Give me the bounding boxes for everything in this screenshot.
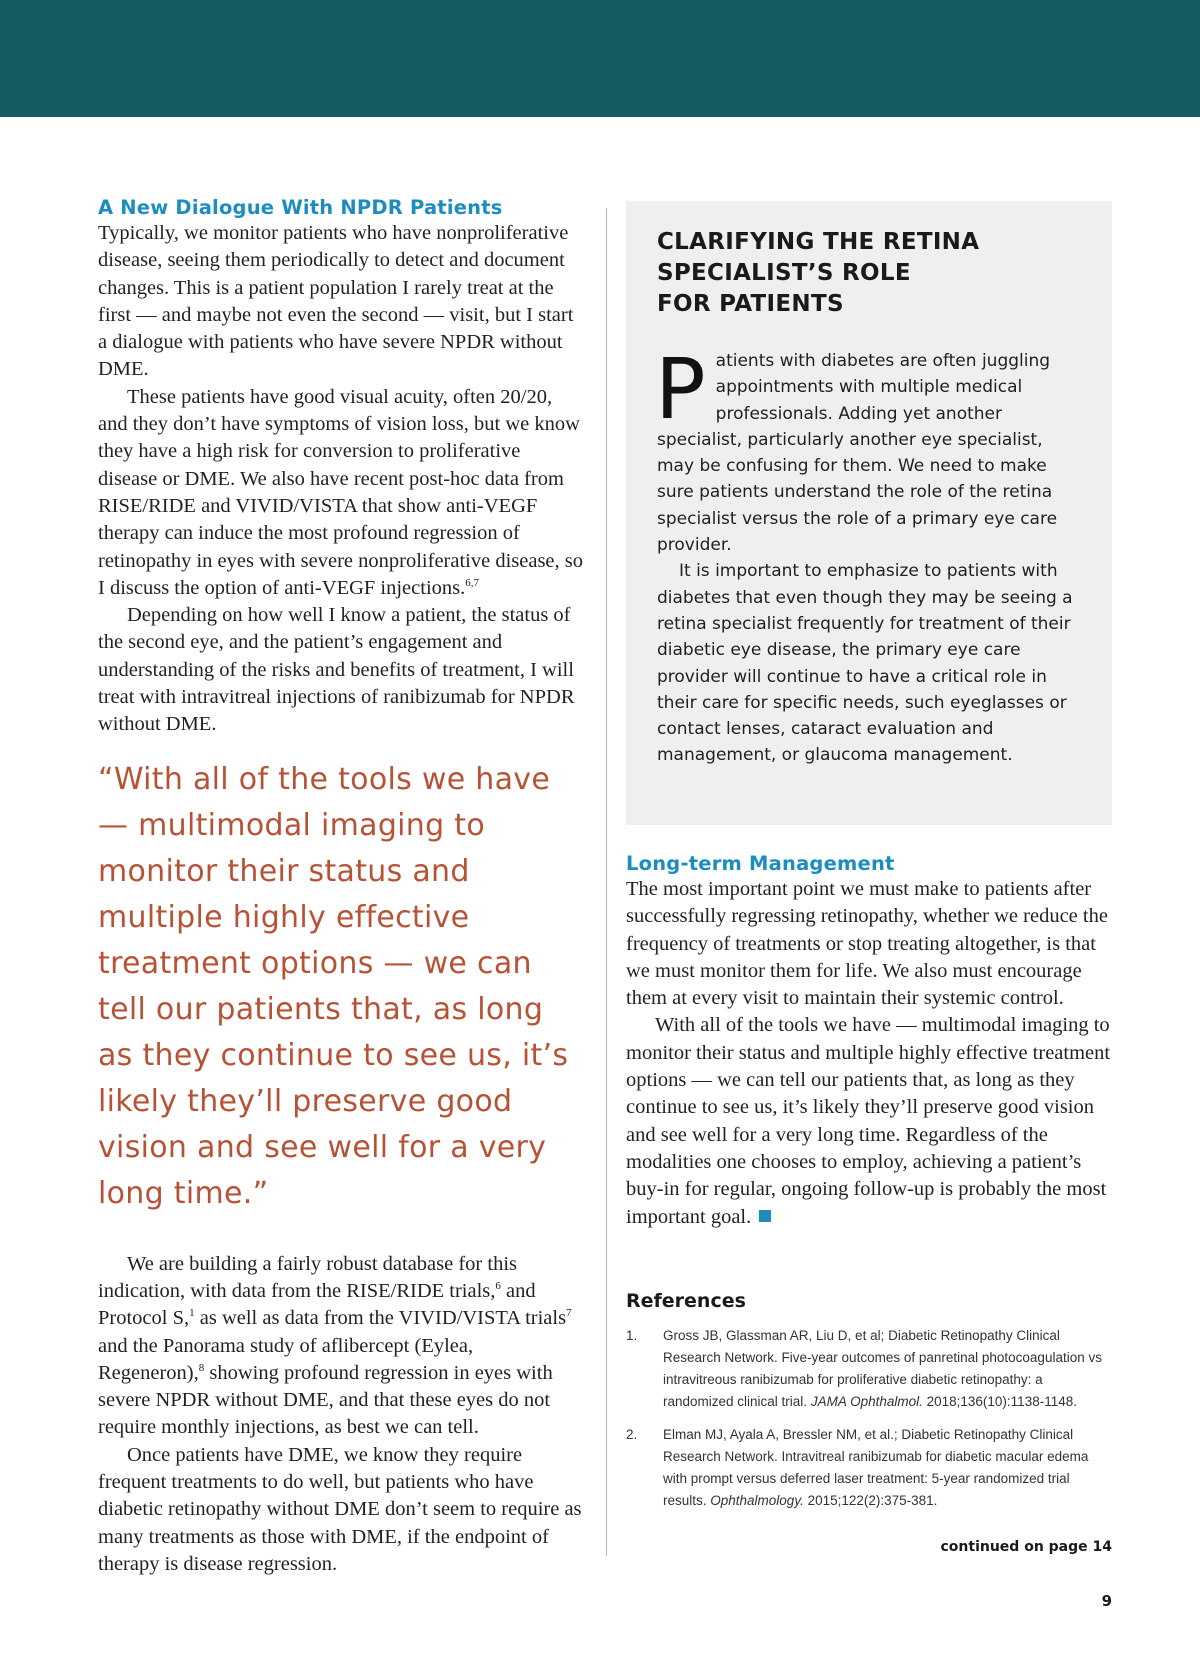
paragraph: Depending on how well I know a patient, the status of the second eye, and the patient’s engagement and understanding of the risks and benefits of treatment, I will treat with intravitreal injections of ranibizumab for NPDR without DME.: [98, 604, 575, 736]
sidebar-title-line: FOR PATIENTS: [657, 291, 844, 317]
text-span: 2018;136(10):1138-1148.: [922, 1394, 1077, 1409]
text-span: as well as data from the VIVID/VISTA trials: [194, 1307, 567, 1330]
reference-item: [626, 1424, 1112, 1512]
paragraph: [626, 1012, 1112, 1230]
paragraph-text: With all of the tools we have — multimodal imaging to monitor their status and multiple highly effective treatment options — we can tell our patients that, as long as they continue to see us, it’s likely they’ll preserve good vision and see well for a very long time. Regardless of the modalities one chooses to employ, achieving a patient’s buy-in for regular, ongoing follow-up is probably the most important goal.: [626, 1014, 1111, 1228]
paragraph: [98, 384, 584, 602]
citation: 8: [198, 1362, 205, 1374]
end-mark-icon: [759, 1210, 771, 1222]
long-term-body: [626, 876, 1112, 1231]
journal-name: Ophthalmology.: [710, 1493, 804, 1508]
paragraph: [98, 1251, 584, 1442]
page-number: 9: [1101, 1592, 1112, 1610]
sidebar-title: [657, 227, 1084, 320]
paragraph-text: These patients have good visual acuity, often 20/20, and they don’t have symptoms of vision loss, but we know they have a high risk for conversion to proliferative disease or DME. We also have recent post-hoc data from RISE/RIDE and VIVID/VISTA that show anti-VEGF therapy can induce the most profound regression of retinopathy in eyes with severe nonproliferative disease, so I discuss the option of anti-VEGF injections.: [98, 385, 584, 599]
journal-name: JAMA Ophthalmol.: [810, 1394, 923, 1409]
sidebar-title-line: SPECIALIST’S ROLE: [657, 260, 911, 286]
sidebar-title-line: CLARIFYING THE RETINA: [657, 229, 980, 255]
pull-quote: “With all of the tools we have — multimodal imaging to monitor their status and multiple highly effective treatment options — we can tell our patients that, as long as they continue to see us, it’s likely they’ll preserve good vision and see well for a very long time.”: [98, 761, 569, 1211]
citation: 1: [189, 1307, 195, 1320]
paragraph: [655, 340, 1084, 558]
sidebar-box: [626, 201, 1112, 825]
text-span: 2015;122(2):375-381.: [803, 1493, 938, 1508]
drop-cap: P: [655, 340, 706, 438]
text-span: and Protocol S,: [98, 1279, 536, 1330]
new-dialogue-body: [98, 220, 584, 739]
text-span: We are building a fairly robust database for this indication, with data from the RISE/RIDE trials,: [98, 1252, 518, 1302]
paragraph: The most important point we must make to patients after successfully regressing retinopathy, whether we reduce the frequency of treatments or stop treating altogether, is that we must monitor them for life. We also must encourage them at every visit to maintain their systemic control.: [626, 878, 1108, 1010]
text-span: Elman MJ, Ayala A, Bressler NM, et al.; Diabetic Retinopathy Clinical Research Network. Intravitreal ranibizumab for diabetic macular edema with prompt versus deferred laser treatment: 5-year randomized trial results.: [663, 1427, 1089, 1508]
citation: 6: [495, 1280, 501, 1293]
references-heading: References: [626, 1290, 746, 1312]
reference-number: 1.: [626, 1328, 638, 1343]
references-section: [626, 1290, 1112, 1512]
column-divider: [606, 208, 607, 1556]
text-span: showing profound regression in eyes with severe NPDR without DME, and that these eyes do not require monthly injections, as best we can tell.: [98, 1361, 553, 1439]
reference-number: 2.: [626, 1427, 638, 1442]
reference-text: [663, 1424, 1112, 1512]
reference-text: [663, 1325, 1112, 1413]
continued-note: continued on page 14: [940, 1539, 1112, 1555]
paragraph: It is important to emphasize to patients with diabetes that even though they may be seeing a retina specialist frequently for treatment of their diabetic eye disease, the primary eye care provider will continue to have a critical role in their care for specific needs, such eyeglasses or contact lenses, cataract evaluation and management, or glaucoma management.: [657, 561, 1073, 766]
reference-item: [626, 1325, 1112, 1413]
section-heading-long-term: Long-term Management: [626, 852, 895, 875]
text-span: and the Panorama study of aflibercept (Eylea, Regeneron),: [98, 1334, 474, 1384]
citation: 7: [566, 1307, 572, 1320]
sidebar-body: [655, 340, 1084, 769]
paragraph: Typically, we monitor patients who have nonproliferative disease, seeing them periodically to detect and document changes. This is a patient population I rarely treat at the first — and maybe not even the second — visit, but I start a dialogue with patients who have severe NPDR without DME.: [98, 222, 574, 381]
header-band: [0, 0, 1200, 117]
left-column: [98, 196, 584, 1578]
long-term-section: [626, 852, 1112, 1231]
section-heading-new-dialogue: A New Dialogue With NPDR Patients: [98, 196, 503, 219]
text-span: Gross JB, Glassman AR, Liu D, et al; Diabetic Retinopathy Clinical Research Network. Five-year outcomes of panretinal photocoagulation vs intravitreous ranibizumab for proliferative diabetic retinopathy: a randomized clinical trial.: [663, 1328, 1102, 1409]
paragraph: Once patients have DME, we know they require frequent treatments to do well, but patients who have diabetic retinopathy without DME don’t seem to require as many treatments as those with DME, if the endpoint of therapy is disease regression.: [98, 1443, 582, 1575]
paragraph-text: atients with diabetes are often juggling appointments with multiple medical professionals. Adding yet another specialist, particularly another eye specialist, may be confusing for them. We need to make sure patients understand the role of the retina specialist versus the role of a primary eye care provider.: [657, 351, 1058, 556]
citation: 6,7: [465, 577, 479, 590]
database-body: [98, 1251, 584, 1579]
